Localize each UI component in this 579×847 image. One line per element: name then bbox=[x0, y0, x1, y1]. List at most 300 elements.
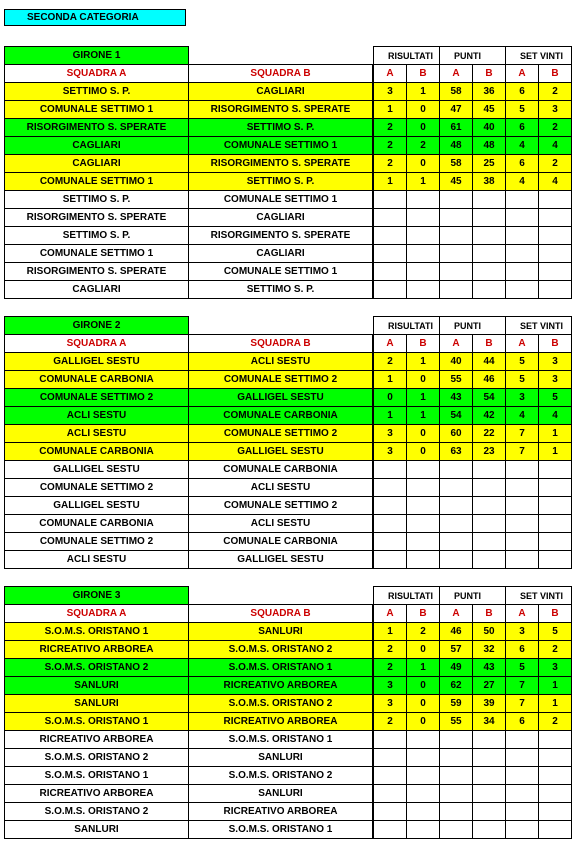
team-b: RICREATIVO ARBOREA bbox=[189, 803, 373, 821]
set-a bbox=[506, 767, 539, 785]
set-b bbox=[539, 821, 572, 839]
team-b: COMUNALE SETTIMO 1 bbox=[189, 191, 373, 209]
risultato-a: 3 bbox=[374, 695, 407, 713]
team-a: SANLURI bbox=[5, 821, 189, 839]
girone-name: GIRONE 1 bbox=[5, 47, 189, 65]
risultato-a: 3 bbox=[374, 425, 407, 443]
risultato-a bbox=[374, 551, 407, 569]
col-b-header: B bbox=[473, 335, 506, 353]
punti-b bbox=[473, 803, 506, 821]
punti-b: 27 bbox=[473, 677, 506, 695]
set-a: 3 bbox=[506, 623, 539, 641]
punti-b: 36 bbox=[473, 83, 506, 101]
set-b bbox=[539, 533, 572, 551]
risultato-a: 0 bbox=[374, 389, 407, 407]
match-row bbox=[5, 461, 572, 479]
team-a: RICREATIVO ARBOREA bbox=[5, 785, 189, 803]
risultato-b: 1 bbox=[407, 407, 440, 425]
punti-b: 32 bbox=[473, 641, 506, 659]
team-a: S.O.M.S. ORISTANO 1 bbox=[5, 623, 189, 641]
set-a: 4 bbox=[506, 137, 539, 155]
team-b: SETTIMO S. P. bbox=[189, 173, 373, 191]
punti-b: 38 bbox=[473, 173, 506, 191]
risultato-a: 3 bbox=[374, 83, 407, 101]
punti-b: 50 bbox=[473, 623, 506, 641]
set-a: 7 bbox=[506, 425, 539, 443]
match-row bbox=[5, 713, 572, 731]
set-a: 6 bbox=[506, 119, 539, 137]
set-b bbox=[539, 461, 572, 479]
match-row bbox=[5, 785, 572, 803]
punti-a: 63 bbox=[440, 443, 473, 461]
set-a bbox=[506, 785, 539, 803]
punti-a bbox=[440, 209, 473, 227]
col-a-header: A bbox=[506, 65, 539, 83]
set-a bbox=[506, 461, 539, 479]
set-a bbox=[506, 281, 539, 299]
punti-b bbox=[473, 191, 506, 209]
set-a bbox=[506, 515, 539, 533]
match-row bbox=[5, 659, 572, 677]
set-b: 1 bbox=[539, 677, 572, 695]
set-a bbox=[506, 821, 539, 839]
punti-a: 60 bbox=[440, 425, 473, 443]
risultato-b: 0 bbox=[407, 425, 440, 443]
punti-b: 23 bbox=[473, 443, 506, 461]
risultato-a: 2 bbox=[374, 353, 407, 371]
risultato-a: 1 bbox=[374, 101, 407, 119]
match-row bbox=[5, 821, 572, 839]
col-a-header: A bbox=[440, 65, 473, 83]
set-b: 3 bbox=[539, 353, 572, 371]
match-row bbox=[5, 371, 572, 389]
team-b: RISORGIMENTO S. SPERATE bbox=[189, 155, 373, 173]
risultato-b: 1 bbox=[407, 659, 440, 677]
empty-cell bbox=[189, 587, 373, 605]
set-b: 4 bbox=[539, 407, 572, 425]
risultato-a bbox=[374, 263, 407, 281]
punti-b bbox=[473, 245, 506, 263]
punti-a: 55 bbox=[440, 371, 473, 389]
risultato-b bbox=[407, 479, 440, 497]
set-b: 2 bbox=[539, 119, 572, 137]
squadra-a-header: SQUADRA A bbox=[5, 65, 189, 83]
set-b bbox=[539, 515, 572, 533]
punti-a: 54 bbox=[440, 407, 473, 425]
col-b-header: B bbox=[473, 65, 506, 83]
punti-header: PUNTI bbox=[440, 317, 506, 335]
risultato-b bbox=[407, 281, 440, 299]
punti-a bbox=[440, 263, 473, 281]
empty-cell bbox=[189, 47, 373, 65]
set-a: 7 bbox=[506, 677, 539, 695]
team-a: CAGLIARI bbox=[5, 155, 189, 173]
col-b-header: B bbox=[539, 65, 572, 83]
punti-a: 43 bbox=[440, 389, 473, 407]
set-b bbox=[539, 785, 572, 803]
risultato-b: 1 bbox=[407, 389, 440, 407]
team-a: S.O.M.S. ORISTANO 2 bbox=[5, 803, 189, 821]
col-a-header: A bbox=[506, 335, 539, 353]
team-a: SANLURI bbox=[5, 695, 189, 713]
risultato-b: 0 bbox=[407, 155, 440, 173]
team-b: COMUNALE CARBONIA bbox=[189, 407, 373, 425]
col-b-header: B bbox=[539, 605, 572, 623]
risultato-b: 0 bbox=[407, 641, 440, 659]
risultato-b bbox=[407, 497, 440, 515]
set-b bbox=[539, 191, 572, 209]
set-a: 6 bbox=[506, 713, 539, 731]
punti-b bbox=[473, 767, 506, 785]
team-a: COMUNALE SETTIMO 2 bbox=[5, 479, 189, 497]
punti-b bbox=[473, 731, 506, 749]
team-b: S.O.M.S. ORISTANO 2 bbox=[189, 641, 373, 659]
match-row bbox=[5, 155, 572, 173]
punti-a bbox=[440, 461, 473, 479]
set-a: 5 bbox=[506, 659, 539, 677]
risultato-b bbox=[407, 749, 440, 767]
match-row bbox=[5, 209, 572, 227]
match-row bbox=[5, 353, 572, 371]
set-a bbox=[506, 551, 539, 569]
team-a: GALLIGEL SESTU bbox=[5, 461, 189, 479]
punti-b bbox=[473, 497, 506, 515]
team-a: GALLIGEL SESTU bbox=[5, 353, 189, 371]
risultato-a bbox=[374, 515, 407, 533]
team-b: COMUNALE SETTIMO 2 bbox=[189, 425, 373, 443]
team-a: RISORGIMENTO S. SPERATE bbox=[5, 119, 189, 137]
girone-name: GIRONE 2 bbox=[5, 317, 189, 335]
team-a: SETTIMO S. P. bbox=[5, 191, 189, 209]
match-row bbox=[5, 407, 572, 425]
set-vinti-header: SET VINTI bbox=[506, 587, 572, 605]
match-row bbox=[5, 731, 572, 749]
punti-b: 25 bbox=[473, 155, 506, 173]
risultato-b: 0 bbox=[407, 695, 440, 713]
col-b-header: B bbox=[407, 335, 440, 353]
set-a bbox=[506, 803, 539, 821]
set-b: 2 bbox=[539, 155, 572, 173]
girone-table-3 bbox=[4, 586, 572, 839]
squadra-b-header: SQUADRA B bbox=[189, 335, 373, 353]
punti-a: 61 bbox=[440, 119, 473, 137]
match-row bbox=[5, 83, 572, 101]
punti-b bbox=[473, 821, 506, 839]
risultato-a: 3 bbox=[374, 677, 407, 695]
risultato-a bbox=[374, 227, 407, 245]
col-a-header: A bbox=[440, 605, 473, 623]
set-b: 5 bbox=[539, 389, 572, 407]
risultato-a: 2 bbox=[374, 137, 407, 155]
team-b: SETTIMO S. P. bbox=[189, 281, 373, 299]
risultato-a: 1 bbox=[374, 407, 407, 425]
set-a bbox=[506, 191, 539, 209]
risultato-a: 2 bbox=[374, 641, 407, 659]
team-b: COMUNALE SETTIMO 2 bbox=[189, 371, 373, 389]
punti-a: 40 bbox=[440, 353, 473, 371]
set-a: 6 bbox=[506, 83, 539, 101]
team-a: S.O.M.S. ORISTANO 1 bbox=[5, 713, 189, 731]
punti-b: 46 bbox=[473, 371, 506, 389]
match-row bbox=[5, 191, 572, 209]
punti-b bbox=[473, 209, 506, 227]
risultato-b bbox=[407, 551, 440, 569]
set-a bbox=[506, 533, 539, 551]
punti-b: 48 bbox=[473, 137, 506, 155]
set-a bbox=[506, 497, 539, 515]
page-title: SECONDA CATEGORIA bbox=[4, 9, 186, 26]
risultato-b: 2 bbox=[407, 137, 440, 155]
set-a: 4 bbox=[506, 173, 539, 191]
set-vinti-header: SET VINTI bbox=[506, 317, 572, 335]
team-a: SANLURI bbox=[5, 677, 189, 695]
team-b: S.O.M.S. ORISTANO 1 bbox=[189, 659, 373, 677]
punti-b: 34 bbox=[473, 713, 506, 731]
team-a: S.O.M.S. ORISTANO 2 bbox=[5, 749, 189, 767]
risultato-a bbox=[374, 533, 407, 551]
team-a: CAGLIARI bbox=[5, 281, 189, 299]
team-b: S.O.M.S. ORISTANO 1 bbox=[189, 731, 373, 749]
team-b: CAGLIARI bbox=[189, 245, 373, 263]
set-a bbox=[506, 731, 539, 749]
punti-a: 55 bbox=[440, 713, 473, 731]
match-row bbox=[5, 803, 572, 821]
team-a: S.O.M.S. ORISTANO 2 bbox=[5, 659, 189, 677]
risultato-a bbox=[374, 461, 407, 479]
punti-a bbox=[440, 767, 473, 785]
team-b: S.O.M.S. ORISTANO 2 bbox=[189, 695, 373, 713]
punti-a bbox=[440, 515, 473, 533]
risultato-a bbox=[374, 479, 407, 497]
team-b: SETTIMO S. P. bbox=[189, 119, 373, 137]
team-b: COMUNALE SETTIMO 1 bbox=[189, 137, 373, 155]
match-row bbox=[5, 515, 572, 533]
team-b: S.O.M.S. ORISTANO 2 bbox=[189, 767, 373, 785]
risultato-a bbox=[374, 785, 407, 803]
team-a: COMUNALE SETTIMO 2 bbox=[5, 389, 189, 407]
risultato-a bbox=[374, 245, 407, 263]
risultati-header: RISULTATI bbox=[374, 47, 440, 65]
col-a-header: A bbox=[374, 335, 407, 353]
punti-a bbox=[440, 533, 473, 551]
risultato-b bbox=[407, 209, 440, 227]
team-a: COMUNALE CARBONIA bbox=[5, 515, 189, 533]
risultato-a bbox=[374, 209, 407, 227]
empty-cell bbox=[189, 317, 373, 335]
risultato-a: 1 bbox=[374, 623, 407, 641]
girone-table-2 bbox=[4, 316, 572, 569]
punti-b bbox=[473, 749, 506, 767]
punti-a: 48 bbox=[440, 137, 473, 155]
team-a: ACLI SESTU bbox=[5, 551, 189, 569]
team-b: CAGLIARI bbox=[189, 83, 373, 101]
team-a: COMUNALE SETTIMO 2 bbox=[5, 533, 189, 551]
team-a: RICREATIVO ARBOREA bbox=[5, 641, 189, 659]
punti-header: PUNTI bbox=[440, 587, 506, 605]
set-a: 7 bbox=[506, 695, 539, 713]
punti-a bbox=[440, 731, 473, 749]
risultato-a bbox=[374, 767, 407, 785]
punti-b bbox=[473, 263, 506, 281]
punti-b: 45 bbox=[473, 101, 506, 119]
risultato-b: 0 bbox=[407, 119, 440, 137]
squadra-b-header: SQUADRA B bbox=[189, 65, 373, 83]
team-b: ACLI SESTU bbox=[189, 353, 373, 371]
set-a: 3 bbox=[506, 389, 539, 407]
team-a: SETTIMO S. P. bbox=[5, 227, 189, 245]
col-a-header: A bbox=[440, 335, 473, 353]
set-b bbox=[539, 731, 572, 749]
punti-a: 45 bbox=[440, 173, 473, 191]
risultato-a: 2 bbox=[374, 119, 407, 137]
risultato-b bbox=[407, 731, 440, 749]
punti-b: 22 bbox=[473, 425, 506, 443]
team-a: COMUNALE CARBONIA bbox=[5, 371, 189, 389]
punti-b bbox=[473, 551, 506, 569]
set-b bbox=[539, 767, 572, 785]
match-row bbox=[5, 173, 572, 191]
punti-a bbox=[440, 227, 473, 245]
set-vinti-header: SET VINTI bbox=[506, 47, 572, 65]
punti-a bbox=[440, 551, 473, 569]
squadra-a-header: SQUADRA A bbox=[5, 605, 189, 623]
punti-b: 42 bbox=[473, 407, 506, 425]
risultato-b bbox=[407, 785, 440, 803]
team-a: RICREATIVO ARBOREA bbox=[5, 731, 189, 749]
set-b: 4 bbox=[539, 137, 572, 155]
team-a: SETTIMO S. P. bbox=[5, 83, 189, 101]
set-b bbox=[539, 551, 572, 569]
risultato-b bbox=[407, 533, 440, 551]
set-a: 6 bbox=[506, 641, 539, 659]
punti-b bbox=[473, 533, 506, 551]
team-b: COMUNALE CARBONIA bbox=[189, 533, 373, 551]
team-b: SANLURI bbox=[189, 785, 373, 803]
punti-b: 39 bbox=[473, 695, 506, 713]
col-b-header: B bbox=[407, 65, 440, 83]
risultato-b: 0 bbox=[407, 101, 440, 119]
set-b: 1 bbox=[539, 695, 572, 713]
punti-b bbox=[473, 515, 506, 533]
set-b: 2 bbox=[539, 641, 572, 659]
set-a: 6 bbox=[506, 155, 539, 173]
match-row bbox=[5, 695, 572, 713]
set-b: 1 bbox=[539, 443, 572, 461]
risultato-b: 1 bbox=[407, 173, 440, 191]
team-a: CAGLIARI bbox=[5, 137, 189, 155]
team-b: COMUNALE SETTIMO 1 bbox=[189, 263, 373, 281]
risultato-b: 0 bbox=[407, 371, 440, 389]
team-b: GALLIGEL SESTU bbox=[189, 551, 373, 569]
match-row bbox=[5, 641, 572, 659]
team-b: RICREATIVO ARBOREA bbox=[189, 713, 373, 731]
match-row bbox=[5, 263, 572, 281]
risultato-b: 2 bbox=[407, 623, 440, 641]
match-row bbox=[5, 443, 572, 461]
set-a: 5 bbox=[506, 101, 539, 119]
set-a: 5 bbox=[506, 353, 539, 371]
girone-table-1 bbox=[4, 46, 572, 299]
punti-a bbox=[440, 191, 473, 209]
squadra-b-header: SQUADRA B bbox=[189, 605, 373, 623]
risultato-a bbox=[374, 803, 407, 821]
risultato-a bbox=[374, 497, 407, 515]
set-a bbox=[506, 209, 539, 227]
risultato-a: 2 bbox=[374, 713, 407, 731]
set-a: 5 bbox=[506, 371, 539, 389]
match-row bbox=[5, 479, 572, 497]
team-a: COMUNALE SETTIMO 1 bbox=[5, 101, 189, 119]
punti-b: 54 bbox=[473, 389, 506, 407]
set-b: 5 bbox=[539, 623, 572, 641]
risultato-b bbox=[407, 821, 440, 839]
set-b bbox=[539, 479, 572, 497]
match-row bbox=[5, 281, 572, 299]
risultato-a bbox=[374, 191, 407, 209]
risultati-header: RISULTATI bbox=[374, 317, 440, 335]
set-a bbox=[506, 263, 539, 281]
punti-a: 59 bbox=[440, 695, 473, 713]
punti-a: 46 bbox=[440, 623, 473, 641]
punti-a: 47 bbox=[440, 101, 473, 119]
punti-a bbox=[440, 245, 473, 263]
team-a: ACLI SESTU bbox=[5, 407, 189, 425]
set-b bbox=[539, 281, 572, 299]
risultato-b: 0 bbox=[407, 677, 440, 695]
risultato-b bbox=[407, 767, 440, 785]
risultato-a: 1 bbox=[374, 173, 407, 191]
punti-a bbox=[440, 479, 473, 497]
col-b-header: B bbox=[539, 335, 572, 353]
risultato-b bbox=[407, 803, 440, 821]
col-a-header: A bbox=[506, 605, 539, 623]
match-row bbox=[5, 245, 572, 263]
risultato-a bbox=[374, 731, 407, 749]
match-row bbox=[5, 533, 572, 551]
risultato-a: 2 bbox=[374, 659, 407, 677]
set-b: 3 bbox=[539, 659, 572, 677]
punti-b bbox=[473, 227, 506, 245]
punti-a: 49 bbox=[440, 659, 473, 677]
set-b bbox=[539, 263, 572, 281]
set-a bbox=[506, 227, 539, 245]
team-a: COMUNALE CARBONIA bbox=[5, 443, 189, 461]
punti-b bbox=[473, 461, 506, 479]
match-row bbox=[5, 677, 572, 695]
punti-b: 40 bbox=[473, 119, 506, 137]
punti-header: PUNTI bbox=[440, 47, 506, 65]
risultato-b bbox=[407, 515, 440, 533]
punti-b bbox=[473, 785, 506, 803]
team-a: RISORGIMENTO S. SPERATE bbox=[5, 209, 189, 227]
risultato-a bbox=[374, 281, 407, 299]
squadra-a-header: SQUADRA A bbox=[5, 335, 189, 353]
set-b: 3 bbox=[539, 101, 572, 119]
set-b: 2 bbox=[539, 713, 572, 731]
risultato-b bbox=[407, 461, 440, 479]
set-b bbox=[539, 209, 572, 227]
risultato-b: 0 bbox=[407, 443, 440, 461]
match-row bbox=[5, 227, 572, 245]
risultato-b: 1 bbox=[407, 83, 440, 101]
punti-b bbox=[473, 281, 506, 299]
punti-b bbox=[473, 479, 506, 497]
team-b: ACLI SESTU bbox=[189, 479, 373, 497]
col-b-header: B bbox=[407, 605, 440, 623]
risultato-b bbox=[407, 227, 440, 245]
punti-a bbox=[440, 749, 473, 767]
team-a: RISORGIMENTO S. SPERATE bbox=[5, 263, 189, 281]
